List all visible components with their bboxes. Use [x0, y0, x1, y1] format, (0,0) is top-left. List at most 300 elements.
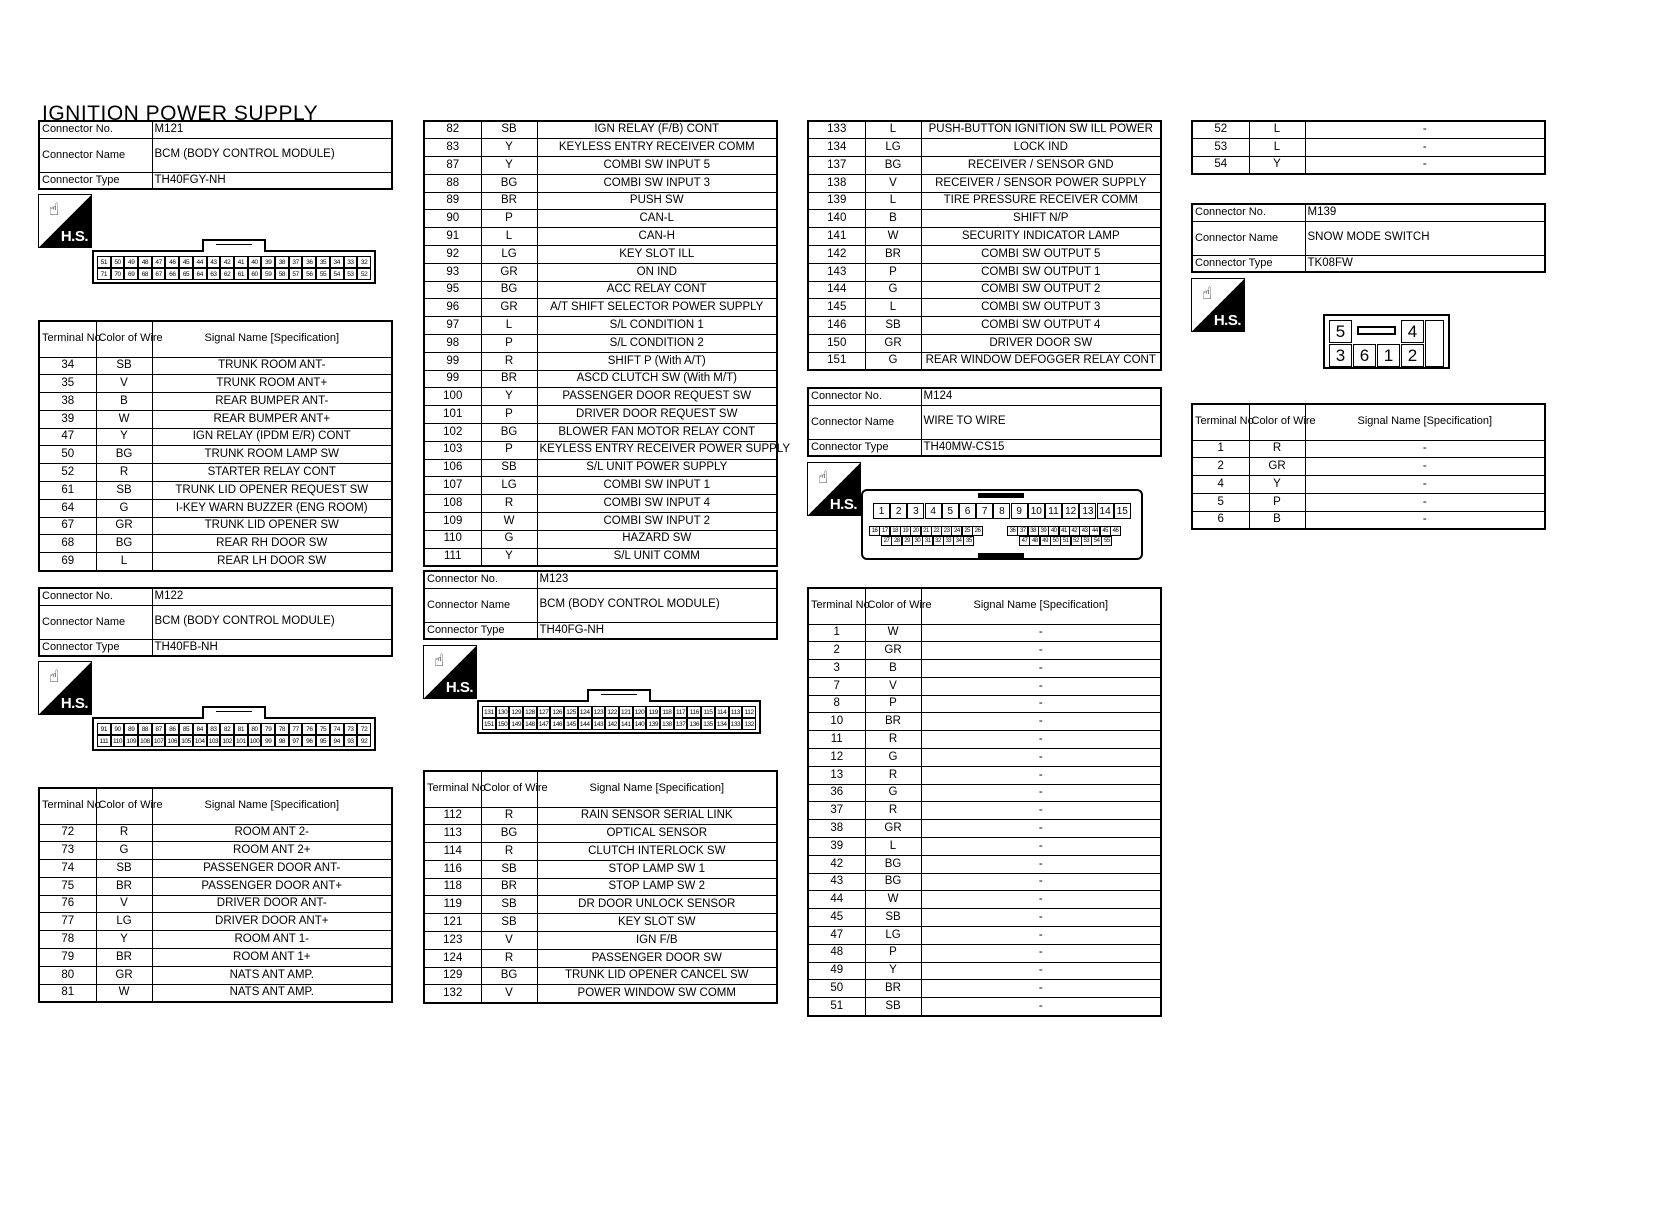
wire-color-cell: SB — [96, 860, 152, 878]
terminal-no-cell: 3 — [808, 660, 865, 678]
signal-name-cell: - — [921, 927, 1161, 945]
pin-6: 6 — [1353, 344, 1376, 367]
connector-pin: 103 — [207, 735, 221, 747]
terminal-no-cell: 103 — [424, 441, 481, 459]
wire-color-cell: Y — [481, 388, 537, 406]
terminal-no-cell: 123 — [424, 932, 481, 950]
connector-pin: 81 — [234, 723, 248, 735]
terminal-no-header: Terminal No. — [424, 771, 481, 807]
terminal-no-cell: 4 — [1192, 476, 1249, 494]
table-row — [424, 878, 777, 896]
table-row — [424, 121, 777, 139]
table-row — [808, 174, 1161, 192]
connector-pin: 102 — [220, 735, 234, 747]
connector-pin: 72 — [357, 723, 371, 735]
signal-name-cell: DRIVER DOOR ANT- — [152, 895, 392, 913]
wire-color-cell: P — [481, 210, 537, 228]
wire-color-cell: R — [1249, 440, 1305, 458]
connector-pin: 76 — [302, 723, 316, 735]
wire-color-cell: L — [481, 317, 537, 335]
signal-name-cell: ROOM ANT 2- — [152, 824, 392, 842]
color-header: Color of Wire — [865, 588, 921, 624]
connector-pin: 36 — [1007, 526, 1018, 536]
signal-name-cell: OPTICAL SENSOR — [537, 825, 777, 843]
wire-color-cell: G — [865, 749, 921, 767]
connector-pin: 60 — [248, 268, 262, 280]
connector-pin: 39 — [1038, 526, 1049, 536]
connector-pin: 151 — [482, 718, 496, 730]
signal-name-cell: COMBI SW INPUT 1 — [537, 477, 777, 495]
connector-pin: 124 — [578, 706, 592, 718]
wire-color-cell: L — [865, 299, 921, 317]
table-row — [39, 824, 392, 842]
connector-pin: 35 — [963, 536, 974, 546]
connector-pin: 141 — [619, 718, 633, 730]
wire-color-cell: LG — [865, 927, 921, 945]
terminal-no-cell: 140 — [808, 210, 865, 228]
connector-type-label: Connector Type — [424, 622, 537, 639]
signal-name-cell: CLUTCH INTERLOCK SW — [537, 843, 777, 861]
connector-no-value: M122 — [152, 588, 392, 605]
signal-name-cell: - — [921, 802, 1161, 820]
terminal-no-cell: 73 — [39, 842, 96, 860]
connector-pin: 4 — [925, 503, 942, 519]
terminal-no-cell: 144 — [808, 281, 865, 299]
signal-table-m139 — [1191, 403, 1546, 530]
table-row — [808, 784, 1161, 802]
connector-name-value: WIRE TO WIRE — [921, 405, 1161, 439]
wire-color-cell: L — [1249, 139, 1305, 157]
signal-name-cell: SHIFT P (With A/T) — [537, 352, 777, 370]
connector-pin: 87 — [152, 723, 166, 735]
connector-pin: 93 — [344, 735, 358, 747]
wire-color-cell: W — [96, 984, 152, 1002]
table-row — [808, 335, 1161, 353]
table-row — [808, 139, 1161, 157]
hand-icon: ☝ — [433, 651, 445, 670]
connector-pin: 118 — [660, 706, 674, 718]
terminal-no-cell: 93 — [424, 263, 481, 281]
connector-pin: 96 — [302, 735, 316, 747]
connector-pin: 145 — [564, 718, 578, 730]
connector-pin: 9 — [1011, 503, 1028, 519]
terminal-no-cell: 143 — [808, 263, 865, 281]
signal-name-cell: REAR BUMPER ANT+ — [152, 410, 392, 428]
connector-pin: 131 — [482, 706, 496, 718]
wire-color-cell: R — [865, 802, 921, 820]
connector-face-m121 — [92, 250, 376, 284]
terminal-no-cell: 75 — [39, 877, 96, 895]
terminal-no-cell: 98 — [424, 335, 481, 353]
wire-color-cell: P — [865, 695, 921, 713]
connector-pin: 86 — [165, 723, 179, 735]
table-row — [424, 949, 777, 967]
terminal-no-cell: 47 — [39, 428, 96, 446]
wire-color-cell: G — [865, 352, 921, 370]
terminal-no-cell: 129 — [424, 967, 481, 985]
terminal-no-header: Terminal No. — [39, 788, 96, 824]
wire-color-cell: SB — [481, 914, 537, 932]
terminal-no-cell: 138 — [808, 174, 865, 192]
signal-name-cell: - — [921, 944, 1161, 962]
table-row — [424, 807, 777, 825]
connector-info-m124 — [807, 387, 1162, 457]
signal-name-cell: - — [921, 980, 1161, 998]
table-row — [808, 660, 1161, 678]
wire-color-cell: P — [481, 441, 537, 459]
signal-table-m123 — [423, 770, 778, 1004]
signal-name-cell: PASSENGER DOOR ANT- — [152, 860, 392, 878]
table-row — [39, 464, 392, 482]
table-row — [424, 388, 777, 406]
connector-no-value: M123 — [537, 571, 777, 588]
terminal-no-cell: 146 — [808, 317, 865, 335]
signal-table-m123-continued — [807, 120, 1162, 371]
signal-name-cell: - — [1305, 511, 1545, 529]
connector-pin: 150 — [496, 718, 510, 730]
table-row — [1192, 440, 1545, 458]
wire-color-cell: B — [96, 393, 152, 411]
signal-header: Signal Name [Specification] — [152, 321, 392, 357]
connector-pin: 45 — [179, 256, 193, 268]
hs-label: H.S. — [445, 679, 473, 696]
wire-color-cell: BR — [481, 370, 537, 388]
terminal-no-cell: 99 — [424, 370, 481, 388]
terminal-no-cell: 97 — [424, 317, 481, 335]
terminal-no-cell: 145 — [808, 299, 865, 317]
connector-pin: 101 — [234, 735, 248, 747]
page-title: IGNITION POWER SUPPLY — [42, 102, 319, 125]
connector-type-label: Connector Type — [39, 172, 152, 189]
terminal-no-cell: 119 — [424, 896, 481, 914]
connector-pin: 6 — [959, 503, 976, 519]
table-row — [424, 932, 777, 950]
connector-pin: 34 — [330, 256, 344, 268]
connector-pin: 31 — [922, 536, 933, 546]
connector-type-label: Connector Type — [808, 439, 921, 456]
terminal-no-cell: 38 — [808, 820, 865, 838]
connector-pin: 52 — [357, 268, 371, 280]
connector-pin: 77 — [289, 723, 303, 735]
connector-pin: 75 — [316, 723, 330, 735]
wire-color-cell: BG — [865, 873, 921, 891]
table-row — [808, 642, 1161, 660]
connector-pin: 11 — [1045, 503, 1062, 519]
connector-name-label: Connector Name — [424, 588, 537, 622]
connector-pin: 28 — [891, 536, 902, 546]
wire-color-cell: L — [96, 553, 152, 571]
table-row — [808, 927, 1161, 945]
signal-table-m122 — [38, 787, 393, 1003]
pin-3: 3 — [1329, 344, 1352, 367]
terminal-no-header: Terminal No. — [39, 321, 96, 357]
terminal-no-cell: 78 — [39, 931, 96, 949]
connector-pin: 26 — [972, 526, 983, 536]
signal-name-cell: COMBI SW INPUT 5 — [537, 157, 777, 175]
signal-name-cell: RAIN SENSOR SERIAL LINK — [537, 807, 777, 825]
signal-name-cell: COMBI SW OUTPUT 5 — [921, 246, 1161, 264]
connector-type-label: Connector Type — [39, 639, 152, 656]
connector-pin: 130 — [496, 706, 510, 718]
wire-color-cell: P — [865, 263, 921, 281]
connector-pin: 29 — [902, 536, 913, 546]
connector-name-value: BCM (BODY CONTROL MODULE) — [152, 605, 392, 639]
connector-type-value: TK08FW — [1305, 255, 1545, 272]
terminal-no-cell: 5 — [1192, 493, 1249, 511]
connector-pin: 34 — [953, 536, 964, 546]
connector-pin: 55 — [1101, 536, 1112, 546]
table-row — [808, 157, 1161, 175]
connector-pin: 88 — [138, 723, 152, 735]
connector-pin: 80 — [248, 723, 262, 735]
signal-name-cell: KEYLESS ENTRY RECEIVER COMM — [537, 139, 777, 157]
terminal-no-cell: 2 — [808, 642, 865, 660]
table-row — [424, 825, 777, 843]
connector-pin: 33 — [943, 536, 954, 546]
connector-pin: 44 — [193, 256, 207, 268]
signal-name-cell: - — [921, 820, 1161, 838]
table-row — [808, 299, 1161, 317]
terminal-no-cell: 72 — [39, 824, 96, 842]
connector-pin: 47 — [1019, 536, 1030, 546]
color-header: Color of Wire — [96, 788, 152, 824]
signal-table-m121 — [38, 320, 393, 572]
harness-side-icon — [38, 661, 92, 715]
connector-pin: 21 — [921, 526, 932, 536]
connector-pin: 116 — [687, 706, 701, 718]
connector-key-slot — [1357, 326, 1396, 335]
connector-pin: 32 — [933, 536, 944, 546]
connector-no-label: Connector No. — [39, 588, 152, 605]
terminal-no-cell: 13 — [808, 766, 865, 784]
connector-pin: 48 — [1029, 536, 1040, 546]
signal-name-cell: DR DOOR UNLOCK SENSOR — [537, 896, 777, 914]
wire-color-cell: Y — [481, 157, 537, 175]
connector-pin: 48 — [138, 256, 152, 268]
harness-side-icon — [807, 462, 861, 516]
table-row — [1192, 121, 1545, 139]
wire-color-cell: SB — [865, 317, 921, 335]
table-row — [808, 873, 1161, 891]
table-row — [808, 766, 1161, 784]
table-row — [424, 477, 777, 495]
connector-pin: 90 — [111, 723, 125, 735]
connector-pin: 16 — [869, 526, 880, 536]
wire-color-cell: G — [865, 784, 921, 802]
terminal-no-cell: 141 — [808, 228, 865, 246]
signal-name-cell: - — [921, 962, 1161, 980]
connector-pin: 40 — [1048, 526, 1059, 536]
wire-color-cell: L — [865, 838, 921, 856]
connector-pin: 14 — [1097, 503, 1114, 519]
table-row — [1192, 511, 1545, 529]
connector-pin: 37 — [1017, 526, 1028, 536]
table-row — [424, 263, 777, 281]
signal-name-cell: COMBI SW OUTPUT 3 — [921, 299, 1161, 317]
connector-pin: 74 — [330, 723, 344, 735]
wire-color-cell: SB — [481, 860, 537, 878]
connector-no-label: Connector No. — [808, 388, 921, 405]
table-row — [424, 210, 777, 228]
table-row — [808, 713, 1161, 731]
connector-pin: 69 — [124, 268, 138, 280]
signal-name-cell: - — [921, 891, 1161, 909]
signal-name-cell: - — [921, 998, 1161, 1016]
terminal-no-cell: 137 — [808, 157, 865, 175]
connector-pin: 43 — [1079, 526, 1090, 536]
connector-pin: 83 — [207, 723, 221, 735]
terminal-no-cell: 44 — [808, 891, 865, 909]
signal-name-cell: ROOM ANT 1+ — [152, 949, 392, 967]
pin-5: 5 — [1329, 320, 1352, 343]
terminal-no-cell: 68 — [39, 535, 96, 553]
connector-pin: 54 — [330, 268, 344, 280]
wire-color-cell: BG — [865, 855, 921, 873]
terminal-no-cell: 6 — [1192, 511, 1249, 529]
table-row — [424, 441, 777, 459]
connector-no-label: Connector No. — [39, 121, 152, 138]
wire-color-cell: W — [481, 513, 537, 531]
connector-pin: 7 — [976, 503, 993, 519]
table-row — [808, 192, 1161, 210]
signal-name-cell: ROOM ANT 2+ — [152, 842, 392, 860]
connector-pin: 140 — [633, 718, 647, 730]
signal-name-cell: TRUNK LID OPENER CANCEL SW — [537, 967, 777, 985]
terminal-no-cell: 79 — [39, 949, 96, 967]
connector-pin: 132 — [742, 718, 756, 730]
table-row — [424, 548, 777, 566]
terminal-no-cell: 52 — [39, 464, 96, 482]
wire-color-cell: BR — [865, 246, 921, 264]
table-row — [39, 984, 392, 1002]
pin-4: 4 — [1401, 320, 1424, 343]
connector-name-label: Connector Name — [39, 138, 152, 172]
signal-name-cell: A/T SHIFT SELECTOR POWER SUPPLY — [537, 299, 777, 317]
terminal-no-cell: 83 — [424, 139, 481, 157]
table-row — [1192, 493, 1545, 511]
table-row — [808, 909, 1161, 927]
connector-pin: 58 — [275, 268, 289, 280]
wire-color-cell: Y — [481, 548, 537, 566]
connector-pin: 12 — [1062, 503, 1079, 519]
table-row — [39, 860, 392, 878]
connector-no-value: M139 — [1305, 204, 1545, 221]
wire-color-cell: SB — [481, 896, 537, 914]
terminal-no-cell: 88 — [424, 174, 481, 192]
wire-color-cell: W — [865, 624, 921, 642]
connector-pin: 51 — [1060, 536, 1071, 546]
connector-pin: 47 — [152, 256, 166, 268]
terminal-no-cell: 52 — [1192, 121, 1249, 139]
connector-pin: 32 — [357, 256, 371, 268]
connector-pin: 135 — [701, 718, 715, 730]
pin-1: 1 — [1377, 344, 1400, 367]
table-row — [39, 393, 392, 411]
table-row — [424, 174, 777, 192]
connector-type-value: TH40FGY-NH — [152, 172, 392, 189]
connector-pin: 53 — [344, 268, 358, 280]
connector-pin: 138 — [660, 718, 674, 730]
signal-name-cell: - — [1305, 440, 1545, 458]
connector-pin: 50 — [111, 256, 125, 268]
connector-face-m122 — [92, 717, 376, 751]
terminal-no-cell: 36 — [808, 784, 865, 802]
connector-pin: 33 — [344, 256, 358, 268]
terminal-no-cell: 118 — [424, 878, 481, 896]
wire-color-cell: L — [865, 192, 921, 210]
wire-color-cell: Y — [96, 931, 152, 949]
connector-pin: 62 — [220, 268, 234, 280]
table-row — [1192, 458, 1545, 476]
connector-pin: 18 — [890, 526, 901, 536]
signal-name-cell: - — [1305, 476, 1545, 494]
table-row — [424, 317, 777, 335]
signal-name-cell: PASSENGER DOOR ANT+ — [152, 877, 392, 895]
connector-pin: 115 — [701, 706, 715, 718]
signal-name-cell: KEY SLOT ILL — [537, 246, 777, 264]
table-row — [424, 299, 777, 317]
terminal-no-cell: 7 — [808, 677, 865, 695]
signal-name-cell: - — [921, 749, 1161, 767]
connector-pin: 148 — [523, 718, 537, 730]
hs-label: H.S. — [829, 496, 857, 513]
signal-name-cell: COMBI SW INPUT 3 — [537, 174, 777, 192]
wire-color-cell: W — [865, 891, 921, 909]
connector-pin: 51 — [97, 256, 111, 268]
connector-pin: 45 — [1100, 526, 1111, 536]
table-row — [1192, 139, 1545, 157]
wire-color-cell: L — [1249, 121, 1305, 139]
signal-header: Signal Name [Specification] — [921, 588, 1161, 624]
connector-pin: 112 — [742, 706, 756, 718]
wire-color-cell: V — [96, 375, 152, 393]
connector-latch — [202, 239, 266, 252]
connector-pin: 39 — [261, 256, 275, 268]
connector-pin: 67 — [152, 268, 166, 280]
terminal-no-cell: 139 — [808, 192, 865, 210]
connector-pin: 44 — [1089, 526, 1100, 536]
connector-pin: 56 — [302, 268, 316, 280]
table-row — [808, 731, 1161, 749]
table-row — [424, 424, 777, 442]
table-row — [808, 352, 1161, 370]
terminal-no-cell: 34 — [39, 357, 96, 375]
table-row — [39, 553, 392, 571]
connector-pin: 100 — [248, 735, 262, 747]
connector-pin: 13 — [1079, 503, 1096, 519]
terminal-no-cell: 124 — [424, 949, 481, 967]
wire-color-cell: B — [865, 210, 921, 228]
signal-name-cell: - — [921, 766, 1161, 784]
signal-name-cell: COMBI SW OUTPUT 4 — [921, 317, 1161, 335]
signal-name-cell: DRIVER DOOR SW — [921, 335, 1161, 353]
terminal-no-cell: 77 — [39, 913, 96, 931]
terminal-no-cell: 64 — [39, 499, 96, 517]
connector-pin: 144 — [578, 718, 592, 730]
wire-color-cell: BG — [481, 424, 537, 442]
signal-name-cell: PASSENGER DOOR SW — [537, 949, 777, 967]
terminal-no-cell: 1 — [1192, 440, 1249, 458]
connector-pin: 142 — [605, 718, 619, 730]
table-row — [39, 428, 392, 446]
connector-pin: 73 — [344, 723, 358, 735]
connector-pin: 57 — [289, 268, 303, 280]
signal-name-cell: BLOWER FAN MOTOR RELAY CONT — [537, 424, 777, 442]
wire-color-cell: R — [481, 495, 537, 513]
table-row — [1192, 476, 1545, 494]
connector-pin: 42 — [220, 256, 234, 268]
connector-no-label: Connector No. — [424, 571, 537, 588]
